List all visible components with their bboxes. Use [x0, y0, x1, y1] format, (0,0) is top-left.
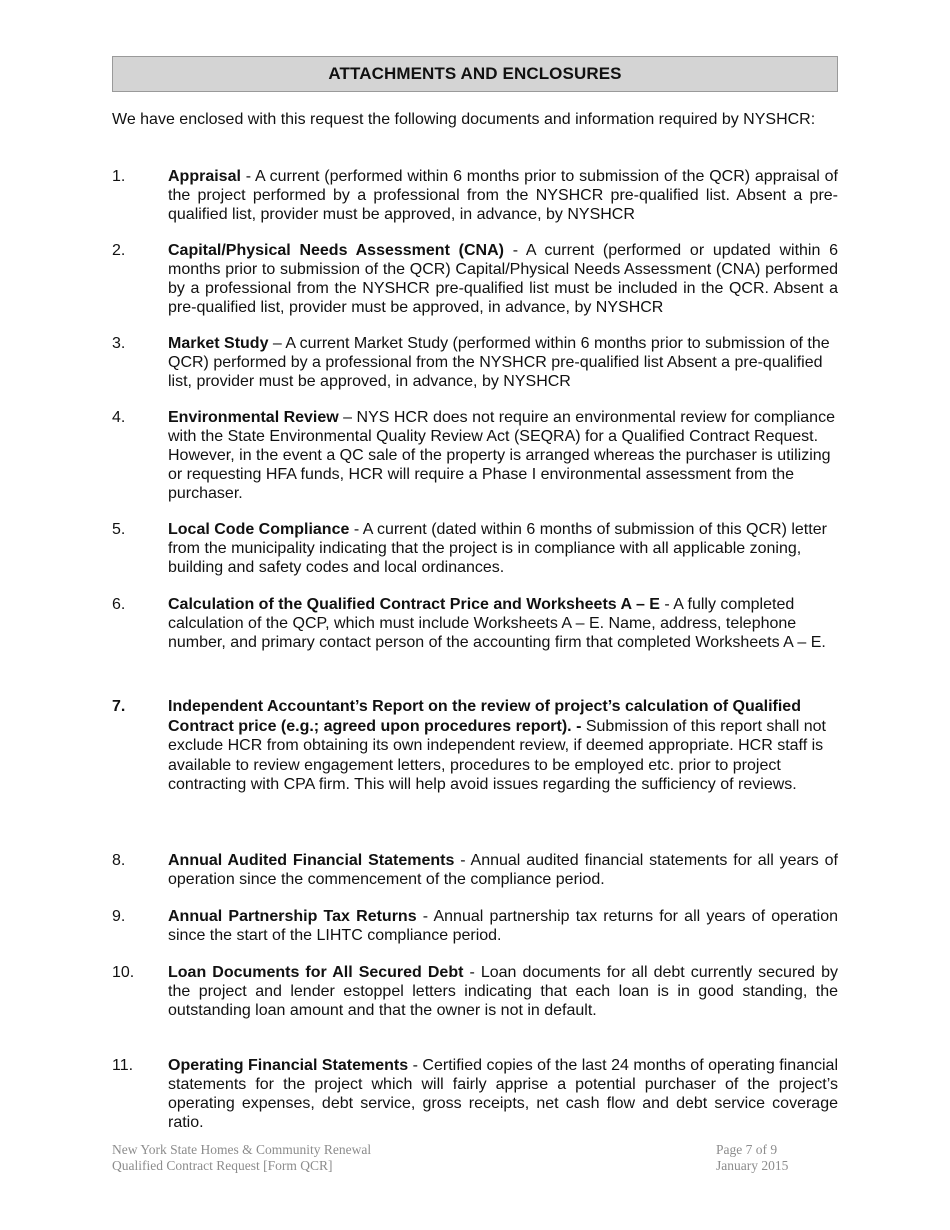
item-text: Annual audited financial statements for all years of operation since the commencement of the compliance period. [168, 852, 838, 888]
item-text: A current (performed or updated within 6 months prior to submission of the QCR) Capital/Physical Needs Assessment (CNA) performed by a professional from the NYSHCR pre-qualified list must be included in the QCR. Absent a pre-qualified list, provider must be approved, in advance, by NYSHCR [168, 242, 838, 316]
item-separator: - [416, 908, 434, 925]
item-body [168, 595, 838, 652]
item-text: NYS HCR does not require an environmental review for compliance with the State Environmental Quality Review Act (SEQRA) for a Qualified Contract Request. However, in the event a QC sale of the property is arranged whereas the purchaser is utilizing or requesting HFA funds, HCR will require a Phase I environmental assessment from the purchaser. [168, 409, 835, 502]
item-text: Submission of this report shall not exclude HCR from obtaining its own independent review, if deemed appropriate. HCR staff is available to review engagement letters, procedures to be employed etc. prior to project contracting with CPA firm. This will help avoid issues regarding the sufficiency of reviews. [168, 717, 826, 793]
footer-right [716, 1142, 788, 1173]
section-title: ATTACHMENTS AND ENCLOSURES [328, 64, 622, 83]
item-body [168, 1056, 838, 1132]
item-number: 2. [112, 242, 126, 259]
item-title: Capital/Physical Needs Assessment (CNA) [168, 242, 504, 259]
item-title: Independent Accountant’s Report on the review of project’s calculation of Qualified Contract price (e.g.; agreed upon procedures report). - [168, 698, 801, 735]
item-number: 4. [112, 409, 126, 426]
item-number: 8. [112, 852, 126, 869]
item-body [168, 241, 838, 317]
item-text: Loan documents for all debt currently secured by the project and lender estoppel letters indicating that each loan is in good standing, the outstanding loan amount and that the owner is not in default. [168, 964, 839, 1019]
item-text: A current Market Study (performed within 6 months prior to submission of the QCR) performed by a professional from the NYSHCR pre-qualified list Absent a pre-qualified list, provider must be approved, in advance, by NYSHCR [168, 335, 830, 390]
item-separator: - [408, 1057, 423, 1074]
item-separator: - [503, 242, 526, 259]
item-number: 9. [112, 908, 126, 925]
list-item [112, 907, 838, 945]
item-title: Local Code Compliance [168, 521, 350, 538]
item-body [168, 851, 838, 889]
item-title: Appraisal [168, 168, 241, 185]
item-separator: - [240, 168, 256, 185]
item-separator: - [463, 964, 481, 981]
intro-paragraph: We have enclosed with this request the following documents and information required by NYSHCR: [112, 111, 816, 128]
item-body [168, 907, 838, 945]
item-title: Operating Financial Statements [168, 1057, 409, 1074]
item-separator: – [268, 335, 286, 352]
item-text: A current (dated within 6 months of submission of this QCR) letter from the municipality indicating that the project is in compliance with all applicable zoning, building and safety codes and local ordinances. [168, 521, 827, 576]
item-body [168, 963, 838, 1020]
item-body [168, 697, 838, 795]
item-separator: - [349, 521, 363, 538]
item-number: 1. [112, 168, 126, 185]
list-item [112, 963, 838, 1020]
footer-date: January 2015 [716, 1157, 789, 1173]
page-number: Page 7 of 9 [716, 1142, 778, 1157]
item-number: 6. [112, 596, 126, 613]
list-item [112, 241, 838, 317]
item-number: 3. [112, 335, 126, 352]
item-separator: - [454, 852, 471, 869]
item-separator: - [659, 596, 674, 613]
item-title: Annual Partnership Tax Returns [168, 908, 417, 925]
list-item [112, 1056, 838, 1132]
item-number: 5. [112, 521, 126, 538]
list-item [112, 408, 838, 503]
list-item [112, 595, 838, 652]
item-number: 10. [112, 964, 135, 981]
item-title: Market Study [168, 335, 269, 352]
list-item [112, 851, 838, 889]
list-item [112, 334, 838, 391]
item-title: Annual Audited Financial Statements [168, 852, 455, 869]
footer-form-name: Qualified Contract Request [Form QCR] [112, 1157, 333, 1173]
section-header [112, 56, 838, 92]
item-body [168, 408, 838, 503]
item-number: 7. [112, 698, 126, 715]
item-text: Certified copies of the last 24 months of operating financial statements for the project which will fairly apprise a potential purchaser of the project’s operating expenses, debt service, gross receipts, net cash flow and debt service coverage ratio. [168, 1057, 839, 1131]
list-item [112, 520, 838, 577]
item-title: Calculation of the Qualified Contract Price and Worksheets A – E [168, 596, 660, 613]
item-text: A current (performed within 6 months prior to submission of the QCR) appraisal of the project performed by a professional from the NYSHCR pre-qualified list. Absent a pre-qualified list, provider must be approved, in advance, by NYSHCR [168, 168, 838, 223]
item-body [168, 167, 838, 224]
item-separator: – [338, 409, 357, 426]
item-title: Environmental Review [168, 409, 339, 426]
item-text: A fully completed calculation of the QCP, which must include Worksheets A – E. Name, address, telephone number, and primary contact person of the accounting firm that completed Worksheets A – E. [168, 596, 826, 651]
item-body [168, 334, 838, 391]
item-text: Annual partnership tax returns for all years of operation since the start of the LIHTC compliance period. [168, 908, 839, 944]
item-title: Loan Documents for All Secured Debt [168, 964, 464, 981]
list-item [112, 167, 838, 224]
item-body [168, 520, 838, 577]
footer-org: New York State Homes & Community Renewal [112, 1142, 372, 1157]
list-item [112, 697, 838, 795]
footer-left [112, 1142, 371, 1173]
item-number: 11. [112, 1057, 134, 1074]
